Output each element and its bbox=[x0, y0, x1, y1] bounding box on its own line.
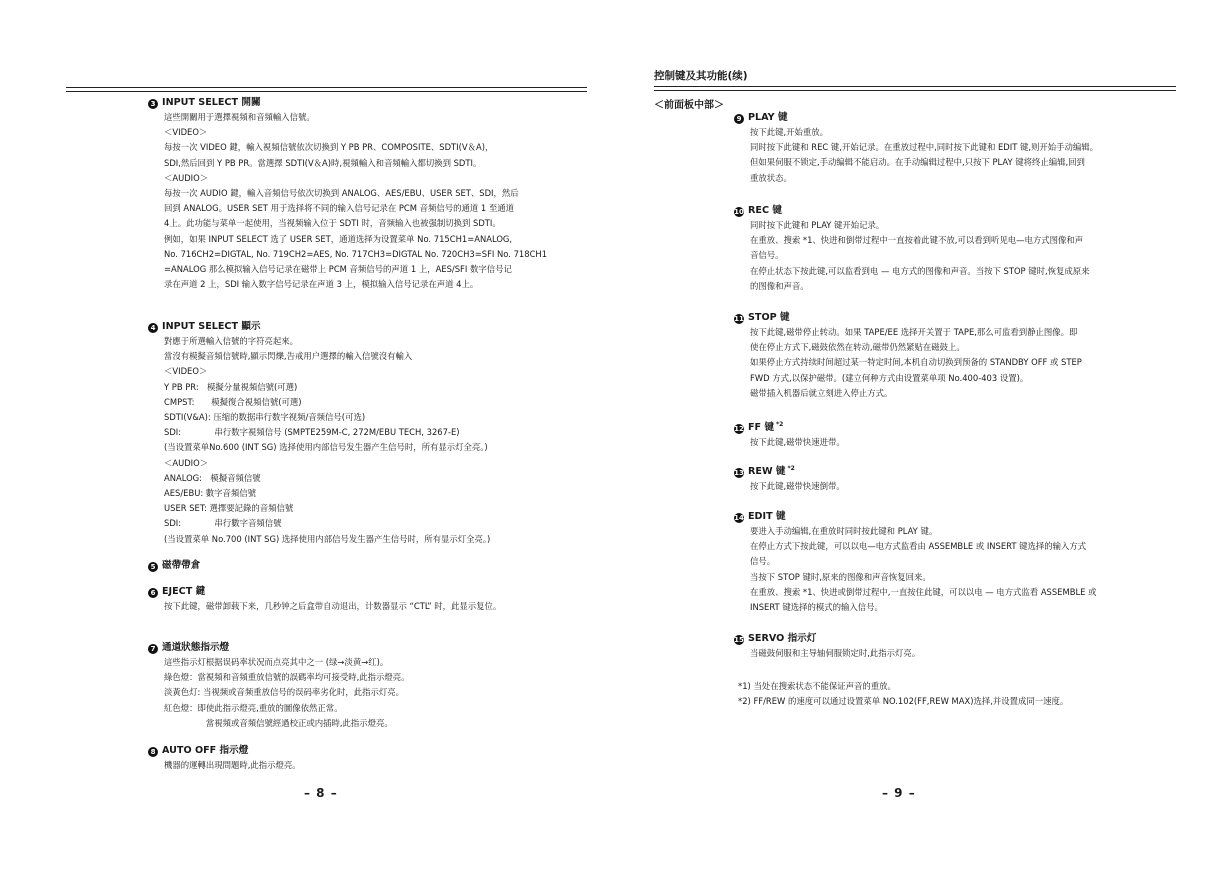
body-line: FWD 方式,以保护磁带。(建立何种方式由设置菜单项 No.400-403 设置)。 bbox=[750, 372, 1029, 383]
body-line: 但如果伺服不锁定,手动编辑不能启动。在手动编辑过程中,只按下 PLAY 键将终止编辑,回到 bbox=[750, 157, 1085, 168]
section-title: SERVO 指示灯 bbox=[748, 633, 817, 644]
section-servo-indicator bbox=[734, 632, 1228, 661]
body-line: 磁带插入机器后就立刻进入停止方式。 bbox=[750, 387, 893, 398]
body-line: 要进入手动编辑,在重放时同时按此键和 PLAY 键。 bbox=[750, 526, 938, 536]
body-line: SDI,然后回到 Y PB PR。當選擇 SDTI(V＆A)時,視頻輸入和音頻輸入都切換到 SDTI。 bbox=[164, 157, 482, 168]
section-title: 磁帶帶倉 bbox=[162, 560, 201, 571]
body-line: 信号。 bbox=[750, 556, 776, 567]
body-line: 音信号。 bbox=[750, 250, 784, 261]
section-body bbox=[750, 646, 1228, 661]
header-rule bbox=[654, 86, 1176, 87]
body-line: INSERT 键选择的模式的输入信号。 bbox=[750, 602, 883, 613]
header-rule-thin bbox=[66, 91, 587, 92]
body-line: 回到 ANALOG。USER SET 用于选择将不同的输入信号记录在 PCM 音频信号的通道 1 至通道 bbox=[164, 203, 515, 214]
body-line: 的图像和声音。 bbox=[750, 280, 809, 291]
body-line: 按下此键,磁带快速进带。 bbox=[750, 437, 845, 447]
section-body bbox=[750, 125, 1228, 186]
section-title: INPUT SELECT 顯示 bbox=[162, 321, 261, 332]
section-play-key bbox=[734, 111, 1228, 186]
section-title: REC 键 bbox=[748, 205, 782, 216]
body-line: ＜AUDIO＞ bbox=[164, 172, 209, 183]
body-line: 重放状态。 bbox=[750, 172, 792, 183]
body-line: 当磁鼓伺服和主导轴伺服锁定时,此指示灯亮。 bbox=[750, 648, 921, 658]
section-title: AUTO OFF 指示燈 bbox=[162, 745, 249, 756]
section-body bbox=[750, 479, 1228, 494]
body-line: 按下此键，磁带卸载下来，几秒钟之后盒带自动退出，计数器显示 “CTL” 时，此显示复位。 bbox=[164, 601, 502, 611]
section-number-icon: 13 bbox=[734, 469, 744, 477]
body-line: 在停止状态下按此键,可以监看到电 — 电方式的图像和声音。当按下 STOP 键时,恢复成原来 bbox=[750, 265, 1090, 276]
section-body bbox=[750, 325, 1228, 401]
body-line: 4上。此功能与菜单一起使用，当视频输入位于 SDTI 时，音频输入也被强制切换到 SDTI。 bbox=[164, 218, 501, 229]
body-line: 如果停止方式持续时间超过某一特定时间,本机自动切换到预备的 STANDBY OFF 或 STEP bbox=[750, 357, 1082, 368]
body-line: 按下此键,开始重放。 bbox=[750, 127, 829, 137]
body-line: (当设置菜单No.600 (INT SG) 选择使用内部信号发生器产生信号时，所有显示灯全亮。) bbox=[164, 442, 488, 453]
section-title: REW 键 bbox=[748, 466, 786, 477]
body-line: 同时按下此键和 PLAY 键开始记录。 bbox=[750, 220, 885, 230]
section-ff-key bbox=[734, 418, 1228, 450]
section-number-icon: 11 bbox=[734, 315, 744, 323]
section-number-icon: 14 bbox=[734, 514, 744, 522]
body-line: 当按下 STOP 键时,原来的图像和声音恢复回来。 bbox=[750, 571, 931, 582]
section-number-icon: 10 bbox=[734, 208, 744, 216]
footnotes bbox=[738, 679, 1228, 709]
body-line: 這些開關用于選擇視頻和音頻輸入信號。 bbox=[164, 112, 315, 122]
footnote-mark: *2 bbox=[776, 421, 784, 428]
body-line: ＜VIDEO＞ bbox=[164, 127, 208, 138]
section-title: INPUT SELECT 開關 bbox=[162, 97, 261, 108]
body-line: Y PB PR: 模擬分量視頻信號(可選) bbox=[164, 381, 298, 392]
page-subtitle: ＜前面板中部＞ bbox=[654, 100, 724, 111]
body-line: USER SET: 選擇要記錄的音頻信號 bbox=[164, 503, 294, 514]
body-line: 按下此键,磁带快速倒带。 bbox=[750, 481, 845, 491]
footnote-mark: *2 bbox=[787, 465, 795, 472]
body-line: SDI: 串行数字視頻信号 (SMPTE259M-C, 272M/EBU TECH, 3267-E) bbox=[164, 427, 460, 438]
body-line: 這些指示灯根据误码率状况而点亮其中之一 (绿→淡黄→红)。 bbox=[164, 657, 389, 667]
body-line: 淡黃色灯: 当视频或音频重放信号的误码率劣化时，此指示灯亮。 bbox=[164, 687, 404, 698]
section-title: 通道狀態指示燈 bbox=[162, 642, 230, 653]
body-line: SDI: 串行數字音頻信號 bbox=[164, 518, 282, 529]
body-line: CMPST: 模擬復合視頻信號(可選) bbox=[164, 396, 302, 407]
section-title: FF 键 bbox=[748, 422, 775, 433]
body-line: =ANALOG 那么模拟输入信号记录在磁带上 PCM 音频信号的声道 1 上，AES/SFI 数字信号记 bbox=[164, 264, 512, 275]
section-number-icon: 5 bbox=[148, 562, 158, 572]
body-line: 同时按下此键和 REC 键,开始记录。在重放过程中,同时按下此键和 EDIT 键,则开始手动编辑。 bbox=[750, 142, 1099, 153]
body-line: 在重放、搜索 *1、快进或倒带过程中,一直按住此键，可以以电 — 电方式监看 ASSEMBLE 或 bbox=[750, 586, 1097, 597]
footnote: *2) FF/REW 的速度可以通过设置菜单 NO.102(FF,REW MAX)选择,并设置成同一速度。 bbox=[738, 696, 1069, 707]
section-body bbox=[750, 435, 1228, 450]
section-title: EDIT 键 bbox=[748, 511, 786, 522]
section-title: STOP 键 bbox=[748, 312, 790, 323]
body-line: 按下此键,磁带停止转动。如果 TAPE/EE 选择开关置于 TAPE,那么可监看到静止图像。即 bbox=[750, 327, 1078, 337]
section-title: PLAY 键 bbox=[748, 112, 788, 123]
body-line: 機器的運轉出現問題時,此指示燈亮。 bbox=[164, 760, 301, 770]
section-title: EJECT 鍵 bbox=[162, 586, 206, 597]
body-line: ＜VIDEO＞ bbox=[164, 366, 208, 377]
header-rule-thin bbox=[654, 90, 1176, 91]
section-rec-key bbox=[734, 204, 1228, 294]
section-number-icon: 3 bbox=[148, 99, 158, 109]
section-body bbox=[750, 218, 1228, 294]
page-number: – 8 – bbox=[304, 786, 338, 800]
section-number-icon: 15 bbox=[734, 636, 744, 644]
page-title: 控制键及其功能(续) bbox=[654, 70, 748, 82]
body-line: ＜AUDIO＞ bbox=[164, 457, 209, 468]
body-line: 在停止方式下按此键，可以以电—电方式监看由 ASSEMBLE 或 INSERT 键选择的输入方式 bbox=[750, 541, 1087, 552]
body-line: 綠色燈：當視頻和音頻重放信號的誤碼率均可接受時,此指示燈亮。 bbox=[164, 672, 410, 683]
section-number-icon: 8 bbox=[148, 747, 158, 757]
section-number-icon: 7 bbox=[148, 644, 158, 654]
body-line: 當視頻或音頻信號經過校正或内插時,此指示燈亮。 bbox=[164, 717, 393, 728]
section-body bbox=[750, 524, 1228, 615]
section-number-icon: 6 bbox=[148, 588, 158, 598]
body-line: 例如，如果 INPUT SELECT 选了 USER SET，通道选择为设置菜单 No. 715CH1=ANALOG, bbox=[164, 233, 513, 244]
body-line: 在重放、搜索 *1、快进和倒带过程中一直按着此键不放,可以看到听见电—电方式图像和声 bbox=[750, 235, 1084, 246]
body-line: ANALOG: 模擬音頻信號 bbox=[164, 472, 261, 483]
header-rule bbox=[66, 87, 587, 88]
body-line: AES/EBU: 數字音頻信號 bbox=[164, 488, 257, 499]
section-rew-key bbox=[734, 462, 1228, 494]
body-line: 紅色燈：即使此指示燈亮,重放的圖像依然正常。 bbox=[164, 702, 343, 713]
section-edit-key bbox=[734, 510, 1228, 615]
section-stop-key bbox=[734, 311, 1228, 401]
footnote: *1) 当处在搜索状态不能保证声音的重放。 bbox=[738, 681, 896, 691]
body-line: 對應于所選輸入信號的字符亮起來。 bbox=[164, 336, 298, 346]
right-page bbox=[614, 0, 1228, 869]
body-line: 每按一次 AUDIO 鍵，輸入音頻信号依次切换到 ANALOG、AES/EBU、USER SET、SDI，然后 bbox=[164, 188, 519, 199]
section-number-icon: 4 bbox=[148, 323, 158, 333]
body-line: SDTI(V&A): 压缩的数据串行数字视频/音频信号(可选) bbox=[164, 412, 366, 423]
section-number-icon: 9 bbox=[734, 114, 744, 124]
body-line: 當沒有模擬音頻信號時,顯示閃爍,告戒用户選擇的輸入信號沒有輸入 bbox=[164, 351, 413, 362]
body-line: No. 716CH2=DIGTAL, No. 719CH2=AES, No. 717CH3=DIGTAL No. 720CH3=SFI No. 718CH1 bbox=[164, 248, 548, 259]
page-number: – 9 – bbox=[882, 786, 916, 800]
body-line: 每按一次 VIDEO 鍵，輸入視頻信號依次切換到 Y PB PR、COMPOSITE、SDTI(V＆A)， bbox=[164, 142, 494, 153]
body-line: (当设置菜单 No.700 (INT SG) 选择使用内部信号发生器产生信号时，所有显示灯全亮。) bbox=[164, 533, 491, 544]
section-number-icon: 12 bbox=[734, 425, 744, 433]
body-line: 录在声道 2 上，SDI 输入数字信号记录在声道 3 上，模拟输入信号记录在声道 4上。 bbox=[164, 279, 479, 290]
body-line: 使在停止方式下,磁鼓依然在转动,磁带仍然紧贴在磁鼓上。 bbox=[750, 342, 965, 353]
